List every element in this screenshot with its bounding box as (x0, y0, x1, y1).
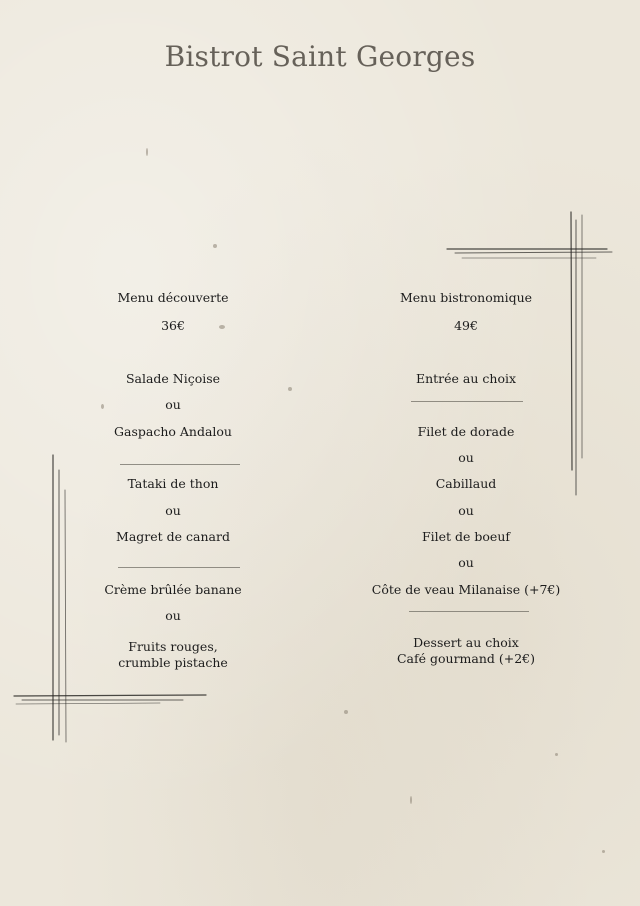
dessert-option-line1: Fruits rouges, (128, 639, 218, 654)
plat-option: Côte de veau Milanaise (+7€) (371, 582, 561, 597)
restaurant-title: Bistrot Saint Georges (164, 40, 476, 73)
or-label: ou (165, 397, 181, 412)
plat-option: Filet de dorade (417, 424, 515, 439)
or-label: ou (165, 608, 181, 623)
plat-option: Filet de boeuf (421, 529, 511, 544)
cafe-gourmand: Café gourmand (+2€) (396, 651, 536, 666)
or-label: ou (458, 503, 474, 518)
or-label: ou (165, 503, 181, 518)
entree-choice: Entrée au choix (415, 371, 517, 386)
dessert-choice: Dessert au choix (413, 635, 519, 650)
dessert-option-line2: crumble pistache (118, 655, 228, 670)
menu-price: 36€ (161, 318, 185, 333)
or-label: ou (458, 450, 474, 465)
plat-option: Tataki de thon (127, 476, 219, 491)
section-divider (409, 611, 529, 612)
section-divider (411, 401, 523, 402)
menu-name: Menu bistronomique (399, 290, 533, 305)
or-label: ou (458, 555, 474, 570)
dessert-option: Crème brûlée banane (104, 582, 242, 597)
menu-name: Menu découverte (117, 290, 229, 305)
plat-option: Magret de canard (116, 529, 230, 544)
section-divider (120, 464, 240, 465)
entree-option: Gaspacho Andalou (114, 424, 232, 439)
section-divider (118, 567, 240, 568)
menu-price: 49€ (454, 318, 478, 333)
plat-option: Cabillaud (435, 476, 497, 491)
entree-option: Salade Niçoise (125, 371, 221, 386)
